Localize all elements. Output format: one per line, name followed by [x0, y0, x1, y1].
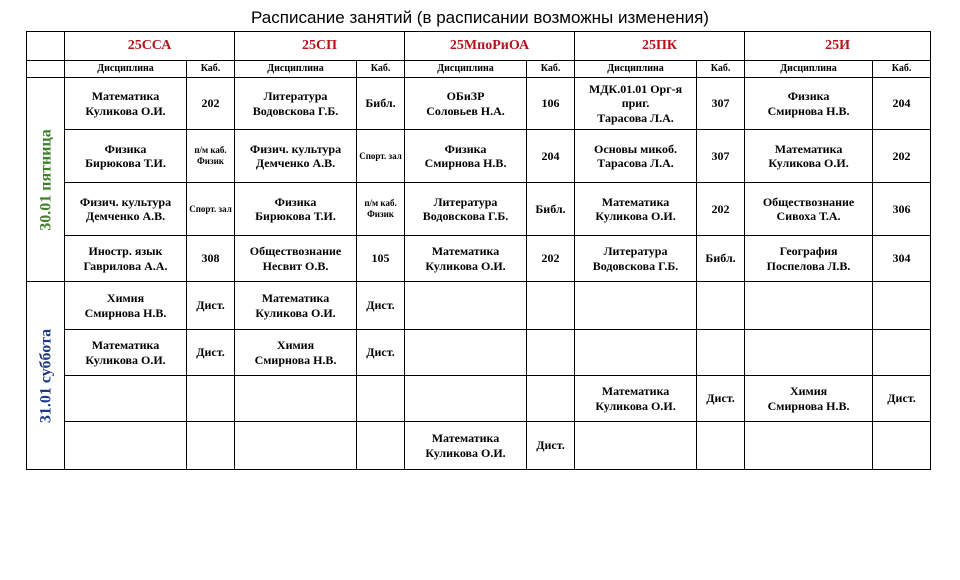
teacher-text: Несвит О.В. — [262, 258, 329, 273]
subject-text: Обществознание — [249, 244, 342, 259]
room-cell — [873, 422, 931, 470]
room-header: Каб. — [187, 61, 235, 78]
discipline-cell — [575, 130, 697, 183]
room-cell — [527, 282, 575, 330]
room-header: Каб. — [873, 61, 931, 78]
subject-text: Физика — [787, 89, 830, 104]
discipline-cell — [575, 330, 697, 376]
discipline-header: Дисциплина — [575, 61, 697, 78]
discipline-cell — [405, 282, 527, 330]
teacher-text: Бирюкова Т.И. — [85, 156, 166, 170]
room-cell — [187, 376, 235, 422]
discipline-cell — [745, 236, 873, 282]
discipline-cell — [745, 78, 873, 130]
discipline-cell — [405, 422, 527, 470]
discipline-cell — [575, 282, 697, 330]
subject-text: ОБиЗР — [446, 89, 485, 104]
day-label-cell — [27, 78, 65, 282]
teacher-text: Смирнова Н.В. — [767, 398, 850, 413]
discipline-cell — [235, 422, 357, 470]
teacher-text: Смирнова Н.В. — [84, 305, 167, 320]
discipline-cell — [575, 236, 697, 282]
room-cell — [873, 282, 931, 330]
schedule-row — [27, 282, 931, 330]
teacher-text: Куликова О.И. — [595, 209, 676, 223]
discipline-cell — [235, 330, 357, 376]
discipline-cell — [745, 422, 873, 470]
teacher-text: Тарасова Л.А. — [597, 110, 674, 125]
teacher-text: Смирнова Н.В. — [254, 352, 337, 367]
schedule-row — [27, 330, 931, 376]
discipline-header: Дисциплина — [235, 61, 357, 78]
teacher-text: Сивоха Т.А. — [776, 209, 841, 223]
schedule-row — [27, 78, 931, 130]
subject-text: Химия — [276, 338, 315, 353]
page-title: Расписание занятий (в расписании возможны изменения) — [251, 8, 709, 27]
discipline-cell — [575, 422, 697, 470]
room-cell: 304 — [873, 236, 931, 282]
schedule-table — [26, 31, 931, 470]
room-cell: Дист. — [357, 282, 405, 330]
room-cell — [357, 376, 405, 422]
room-header: Каб. — [697, 61, 745, 78]
room-cell: п/м каб. Физик — [187, 130, 235, 183]
room-cell — [527, 376, 575, 422]
teacher-text: Куликова О.И. — [255, 305, 336, 320]
room-cell: Дист. — [357, 330, 405, 376]
subject-text: Химия — [789, 384, 828, 399]
group-header: 25МпоРиОА — [405, 32, 575, 61]
day-label-cell — [27, 282, 65, 470]
subject-text: Химия — [106, 291, 145, 306]
subject-text: Математика — [261, 291, 330, 306]
subject-text: Математика — [91, 89, 160, 104]
room-cell — [873, 330, 931, 376]
subject-text: Литература — [433, 194, 498, 209]
room-cell: 202 — [697, 183, 745, 236]
teacher-text: Водовскова Г.Б. — [592, 258, 679, 273]
subject-text: Физич. культура — [249, 141, 342, 156]
teacher-text: Смирнова Н.В. — [424, 156, 507, 170]
room-cell: Дист. — [187, 282, 235, 330]
discipline-cell — [745, 376, 873, 422]
schedule-row — [27, 183, 931, 236]
group-header: 25И — [745, 32, 931, 61]
schedule-row — [27, 236, 931, 282]
room-cell: Дист. — [187, 330, 235, 376]
room-cell: 204 — [873, 78, 931, 130]
column-header-row — [27, 61, 931, 78]
discipline-cell — [405, 236, 527, 282]
room-cell — [697, 330, 745, 376]
subject-text: Литература — [263, 89, 328, 104]
discipline-cell — [745, 183, 873, 236]
room-cell: 202 — [187, 78, 235, 130]
room-cell: п/м каб. Физик — [357, 183, 405, 236]
subject-text: Физика — [444, 141, 487, 156]
discipline-cell — [235, 376, 357, 422]
subject-text: Математика — [91, 338, 160, 353]
discipline-cell — [405, 376, 527, 422]
discipline-header: Дисциплина — [65, 61, 187, 78]
room-cell: 308 — [187, 236, 235, 282]
teacher-text: Демченко А.В. — [85, 209, 166, 223]
subject-text: География — [779, 244, 838, 259]
day-label: 31.01 суббота — [36, 328, 54, 423]
teacher-text: Демченко А.В. — [255, 156, 336, 170]
subject-text: Литература — [603, 244, 668, 259]
schedule-row — [27, 376, 931, 422]
room-cell: Дист. — [697, 376, 745, 422]
subject-text: Обществознание — [762, 194, 855, 209]
room-cell: Спорт. зал — [357, 130, 405, 183]
discipline-cell — [405, 330, 527, 376]
room-cell — [697, 282, 745, 330]
teacher-text: Смирнова Н.В. — [767, 103, 850, 118]
room-cell: Библ. — [697, 236, 745, 282]
schedule-row — [27, 422, 931, 470]
corner-cell — [27, 32, 65, 61]
teacher-text: Куликова О.И. — [595, 398, 676, 413]
discipline-cell — [575, 183, 697, 236]
discipline-cell — [235, 130, 357, 183]
teacher-text: Водовскова Г.Б. — [252, 103, 339, 118]
discipline-cell — [65, 78, 187, 130]
subject-text: Математика — [601, 194, 670, 209]
room-cell: Дист. — [527, 422, 575, 470]
discipline-cell — [235, 236, 357, 282]
discipline-cell — [235, 183, 357, 236]
subject-text: МДК.01.01 Орг-я приг. — [588, 81, 683, 111]
subject-text: Физика — [104, 141, 147, 156]
discipline-cell — [65, 183, 187, 236]
teacher-text: Поспелова Л.В. — [766, 258, 851, 273]
discipline-cell — [745, 130, 873, 183]
discipline-cell — [65, 282, 187, 330]
discipline-cell — [235, 78, 357, 130]
group-header: 25ПК — [575, 32, 745, 61]
room-cell: 106 — [527, 78, 575, 130]
teacher-text: Водовскова Г.Б. — [422, 209, 509, 223]
day-label: 30.01 пятница — [36, 128, 54, 231]
room-cell: 307 — [697, 130, 745, 183]
room-cell: 204 — [527, 130, 575, 183]
discipline-cell — [65, 236, 187, 282]
corner-cell — [27, 61, 65, 78]
room-cell: 307 — [697, 78, 745, 130]
group-header: 25ССА — [65, 32, 235, 61]
discipline-cell — [65, 422, 187, 470]
discipline-cell — [65, 130, 187, 183]
discipline-cell — [575, 78, 697, 130]
teacher-text: Тарасова Л.А. — [597, 156, 674, 170]
discipline-cell — [575, 376, 697, 422]
schedule-body — [27, 32, 931, 470]
room-cell — [697, 422, 745, 470]
teacher-text: Соловьев Н.А. — [426, 103, 505, 118]
group-header: 25СП — [235, 32, 405, 61]
room-cell: 105 — [357, 236, 405, 282]
teacher-text: Куликова О.И. — [768, 156, 849, 170]
teacher-text: Куликова О.И. — [425, 258, 506, 273]
subject-text: Физика — [274, 194, 317, 209]
discipline-cell — [745, 330, 873, 376]
teacher-text: Гаврилова А.А. — [83, 258, 168, 273]
room-cell: 202 — [873, 130, 931, 183]
subject-text: Математика — [601, 384, 670, 399]
room-header: Каб. — [527, 61, 575, 78]
room-cell: Библ. — [357, 78, 405, 130]
group-header-row — [27, 32, 931, 61]
subject-text: Физич. культура — [79, 194, 172, 209]
teacher-text: Куликова О.И. — [85, 103, 166, 118]
discipline-cell — [745, 282, 873, 330]
room-cell — [357, 422, 405, 470]
discipline-header: Дисциплина — [405, 61, 527, 78]
room-cell: Дист. — [873, 376, 931, 422]
subject-text: Математика — [774, 141, 843, 156]
schedule-row — [27, 130, 931, 183]
subject-text: Иностр. язык — [88, 244, 163, 259]
teacher-text: Бирюкова Т.И. — [255, 209, 336, 223]
discipline-cell — [405, 78, 527, 130]
room-header: Каб. — [357, 61, 405, 78]
teacher-text: Куликова О.И. — [85, 352, 166, 367]
discipline-cell — [235, 282, 357, 330]
room-cell: Спорт. зал — [187, 183, 235, 236]
room-cell — [187, 422, 235, 470]
discipline-cell — [405, 130, 527, 183]
room-cell: Библ. — [527, 183, 575, 236]
discipline-header: Дисциплина — [745, 61, 873, 78]
room-cell: 306 — [873, 183, 931, 236]
teacher-text: Куликова О.И. — [425, 445, 506, 460]
discipline-cell — [65, 376, 187, 422]
discipline-cell — [65, 330, 187, 376]
room-cell: 202 — [527, 236, 575, 282]
subject-text: Математика — [431, 431, 500, 446]
subject-text: Математика — [431, 244, 500, 259]
subject-text: Основы микоб. — [594, 141, 678, 156]
room-cell — [527, 330, 575, 376]
discipline-cell — [405, 183, 527, 236]
